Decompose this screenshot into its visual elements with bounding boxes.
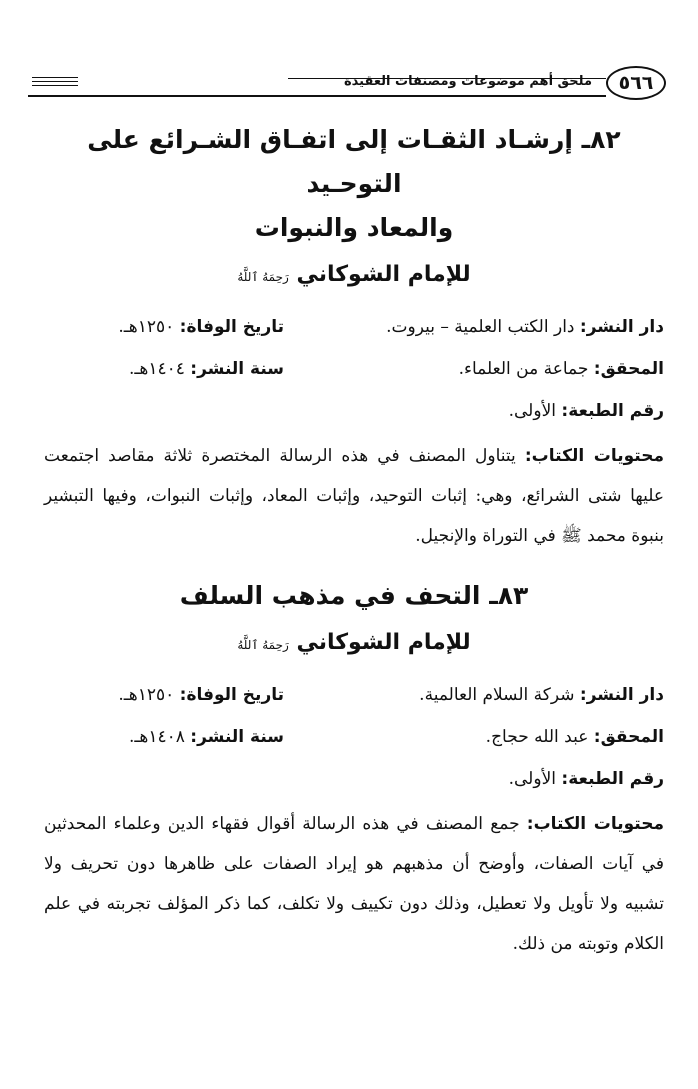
edition <box>44 390 664 432</box>
publisher <box>324 306 664 348</box>
book-entry-82 <box>44 118 664 556</box>
page-number: ٥٦٦ <box>606 66 666 100</box>
publisher-value: دار الكتب العلمية – بيروت. <box>386 317 575 337</box>
author-name: للإمام الشوكاني <box>296 262 471 287</box>
publication-year <box>44 348 284 390</box>
editor <box>324 348 664 390</box>
publisher-value: شركة السلام العالمية. <box>419 685 575 705</box>
editor-value: عبد الله حجاج. <box>485 727 589 747</box>
publisher-label: دار النشر: <box>579 685 664 705</box>
pubyear-value: ١٤٠٨هـ. <box>128 727 185 747</box>
pubyear-label: سنة النشر: <box>190 359 284 379</box>
author-name: للإمام الشوكاني <box>296 630 471 655</box>
book-title-line1: ٨٢ـ إرشـاد الثقـات إلى اتفـاق الشـرائع على التوحـيد <box>87 125 621 198</box>
author-line <box>44 624 664 664</box>
publisher-row <box>44 674 664 716</box>
book-title-line2: والمعاد والنبوات <box>254 213 454 242</box>
book-contents <box>44 436 664 556</box>
contents-label: محتويات الكتاب: <box>526 814 664 834</box>
pubyear-label: سنة النشر: <box>190 727 284 747</box>
book-entry-83 <box>44 574 664 964</box>
editor-label: المحقق: <box>593 359 664 379</box>
contents-label: محتويات الكتاب: <box>524 446 665 466</box>
editor <box>324 716 664 758</box>
publisher-row <box>44 306 664 348</box>
running-title: ملحق أهم موضوعات ومصنفات العقيدة <box>343 74 592 89</box>
editor-row <box>44 348 664 390</box>
edition-value: الأولى. <box>508 769 556 789</box>
book-title-line1: ٨٣ـ التحف في مذهب السلف <box>179 581 529 610</box>
honorific: رَحِمَهُ ٱللَّهُ <box>237 270 289 284</box>
publisher <box>324 674 664 716</box>
header-rule-bottom <box>28 95 606 97</box>
contents-value: جمع المصنف في هذه الرسالة أقوال فقهاء الدين وعلماء المحدثين في آيات الصفات، وأوضح أن مذهبهم هو إيراد الصفات على ظاهرها دون تحريف ولا تشبيه ولا تأويل ولا تعطيل، وذلك دون تكييف ولا تكلف، كما ذكر المؤلف تجربته في علم الكلام وتوبته من ذلك. <box>44 814 664 954</box>
publication-year <box>44 716 284 758</box>
death-date <box>44 306 284 348</box>
death-date <box>44 674 284 716</box>
header-ornament-lines <box>32 77 78 89</box>
death-value: ١٢٥٠هـ. <box>118 317 175 337</box>
editor-row <box>44 716 664 758</box>
page-header <box>28 64 668 104</box>
edition-label: رقم الطبعة: <box>561 401 664 421</box>
edition <box>44 758 664 800</box>
contents-value: يتناول المصنف في هذه الرسالة المختصرة ثلاثة مقاصد اجتمعت عليها شتى الشرائع، وهي: إثبات التوحيد، وإثبات المعاد، وإثبات النبوات، وفيها التبشير بنبوة محمد ﷺ في التوراة والإنجيل. <box>44 446 664 546</box>
page-content <box>44 118 664 964</box>
pubyear-value: ١٤٠٤هـ. <box>128 359 185 379</box>
honorific: رَحِمَهُ ٱللَّهُ <box>237 638 289 652</box>
editor-value: جماعة من العلماء. <box>458 359 589 379</box>
editor-label: المحقق: <box>593 727 664 747</box>
spacer <box>44 556 664 574</box>
death-label: تاريخ الوفاة: <box>179 685 284 705</box>
edition-value: الأولى. <box>508 401 556 421</box>
death-label: تاريخ الوفاة: <box>179 317 284 337</box>
author-line <box>44 256 664 296</box>
death-value: ١٢٥٠هـ. <box>118 685 175 705</box>
book-contents <box>44 804 664 964</box>
publisher-label: دار النشر: <box>579 317 664 337</box>
edition-label: رقم الطبعة: <box>561 769 664 789</box>
